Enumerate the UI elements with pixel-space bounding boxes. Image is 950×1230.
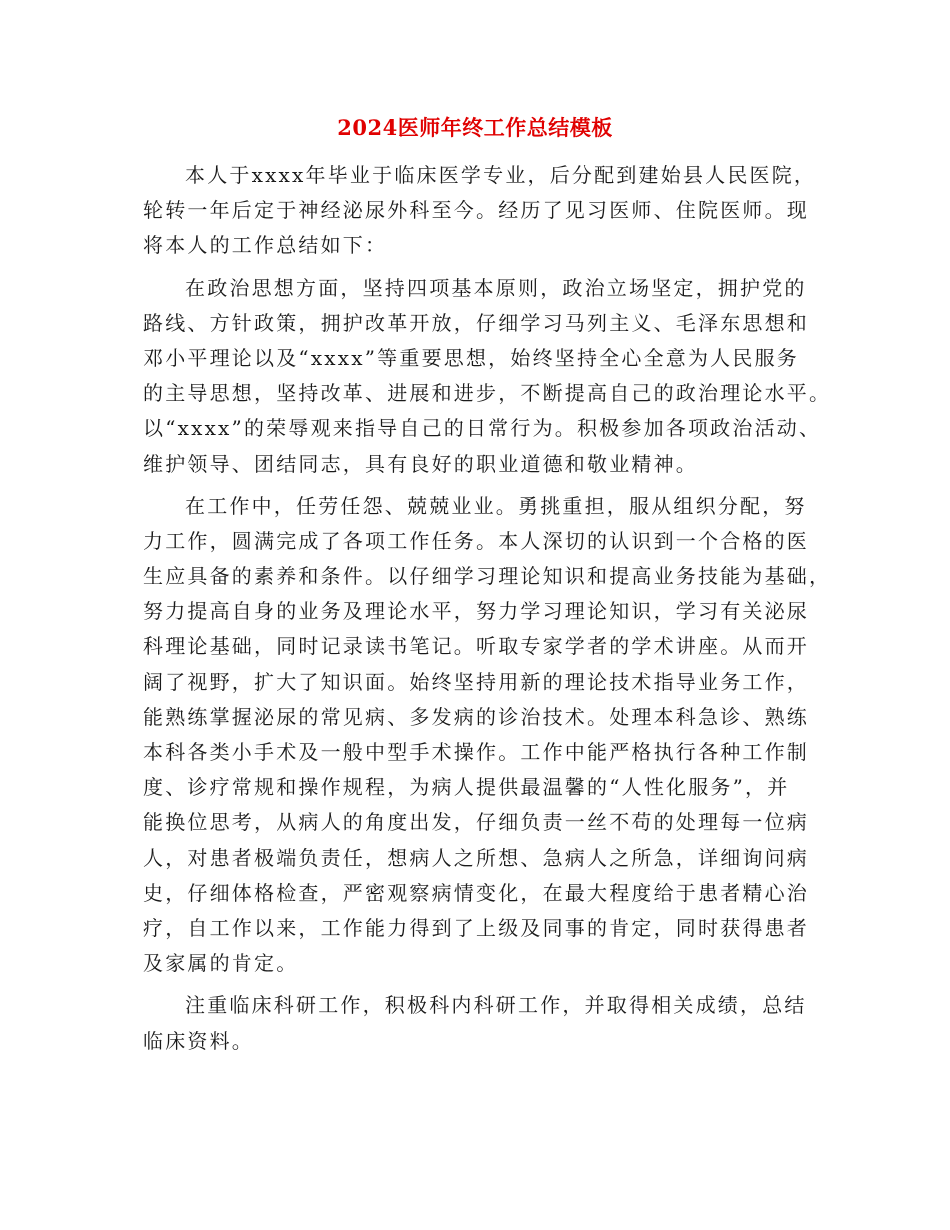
paragraph: [143, 988, 807, 1058]
paragraph: [143, 158, 817, 264]
text-line: 生应具备的素养和条件。以仔细学习理论知识和提高业务技能为基础，: [143, 564, 832, 589]
document-body: [143, 158, 832, 1059]
text-line: 注重临床科研工作，积极科内科研工作，并取得相关成绩，总结: [185, 993, 807, 1018]
text-line: 史，仔细体格检查，严密观察病情变化，在最大程度给于患者精心治: [143, 880, 809, 905]
text-line: 轮转一年后定于神经泌尿外科至今。经历了见习医师、住院医师。现: [143, 198, 809, 223]
text-line: 力工作，圆满完成了各项工作任务。本人深切的认识到一个合格的医: [143, 528, 809, 553]
paragraph: [143, 271, 832, 482]
text-line: 临床资料。: [143, 1028, 254, 1053]
text-line: 维护领导、团结同志，具有良好的职业道德和敬业精神。: [143, 451, 698, 476]
text-line: 将本人的工作总结如下：: [143, 233, 388, 258]
text-line: 能熟练掌握泌尿的常见病、多发病的诊治技术。处理本科急诊、熟练: [143, 704, 809, 729]
text-line: 能换位思考，从病人的角度出发，仔细负责一丝不苟的处理每一位病: [143, 810, 809, 835]
text-line: 在政治思想方面，坚持四项基本原则，政治立场坚定，拥护党的: [185, 275, 807, 300]
text-line: 的主导思想，坚持改革、进展和进步，不断提高自己的政治理论水平。: [143, 381, 832, 406]
text-line: 及家属的肯定。: [143, 951, 299, 976]
text-line: 人，对患者极端负责任，想病人之所想、急病人之所急，详细询问病: [143, 845, 809, 870]
text-line: 阔了视野，扩大了知识面。始终坚持用新的理论技术指导业务工作，: [143, 669, 809, 694]
text-line: 疗，自工作以来，工作能力得到了上级及同事的肯定，同时获得患者: [143, 915, 809, 940]
text-line: 努力提高自身的业务及理论水平，努力学习理论知识，学习有关泌尿: [143, 599, 809, 624]
text-line: 度、诊疗常规和操作规程，为病人提供最温馨的“人性化服务”，并: [143, 775, 790, 800]
text-line: 路线、方针政策，拥护改革开放，仔细学习马列主义、毛泽东思想和: [143, 310, 809, 335]
text-line: 邓小平理论以及“xxxx”等重要思想，始终坚持全心全意为人民服务: [143, 345, 799, 370]
text-line: 本科各类小手术及一般中型手术操作。工作中能严格执行各种工作制: [143, 740, 809, 764]
text-line: 以“xxxx”的荣辱观来指导自己的日常行为。积极参加各项政治活动、: [143, 416, 822, 441]
text-line: 科理论基础，同时记录读书笔记。听取专家学者的学术讲座。从而开: [143, 634, 809, 659]
text-line: 在工作中，任劳任怨、兢兢业业。勇挑重担，服从组织分配，努: [185, 493, 807, 518]
text-line: 本人于xxxx年毕业于临床医学专业，后分配到建始县人民医院，: [185, 163, 817, 187]
document-title: 2024医师年终工作总结模板: [337, 115, 613, 140]
paragraph: [143, 489, 832, 982]
